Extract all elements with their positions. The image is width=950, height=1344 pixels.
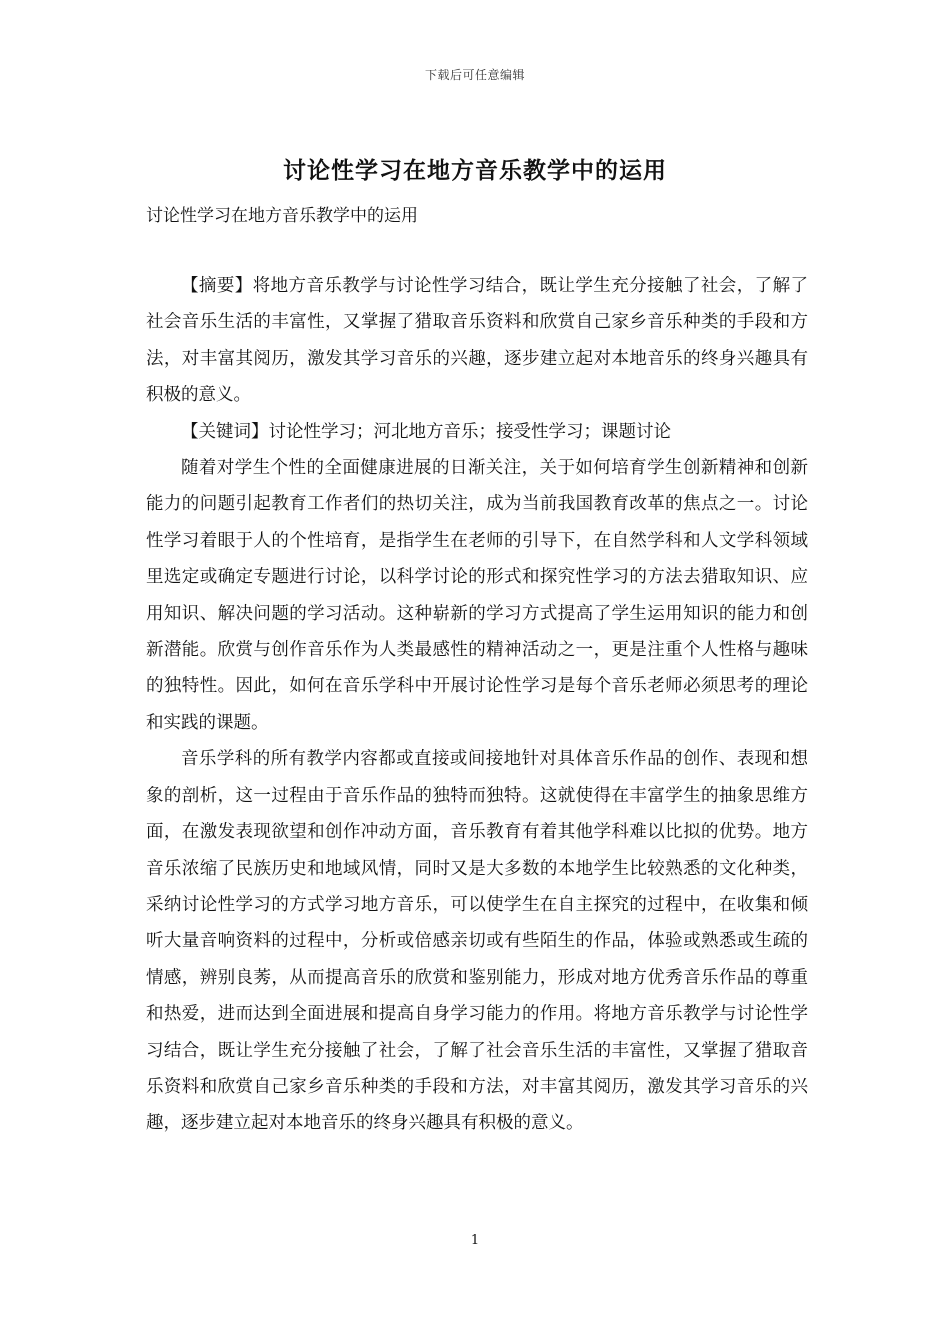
keywords-paragraph: 【关键词】讨论性学习；河北地方音乐；接受性学习；课题讨论 (181, 421, 671, 442)
page-number: 1 (470, 1233, 480, 1248)
document-body (146, 268, 808, 1142)
document-subtitle: 讨论性学习在地方音乐教学中的运用 (146, 206, 418, 226)
header-note: 下载后可任意编辑 (424, 68, 525, 82)
body-paragraph: 随着对学生个性的全面健康进展的日渐关注，关于如何培育学生创新精神和创新能力的问题引起教育工作者们的热切关注，成为当前我国教育改革的焦点之一。讨论性学习着眼于人的个性培育，是指学生在老师的引导下，在自然学科和人文学科领域里选定或确定专题进行讨论，以科学讨论的形式和探究性学习的方法去猎取知识、应用知识、解决问题的学习活动。这种崭新的学习方式提高了学生运用知识的能力和创新潜能。欣赏与创作音乐作为人类最感性的精神活动之一，更是注重个人性格与趣味的独特性。因此，如何在音乐学科中开展讨论性学习是每个音乐老师必须思考的理论和实践的课题。 (146, 458, 808, 733)
abstract-paragraph: 【摘要】将地方音乐教学与讨论性学习结合，既让学生充分接触了社会，了解了社会音乐生活的丰富性，又掌握了猎取音乐资料和欣赏自己家乡音乐种类的手段和方法，对丰富其阅历，激发其学习音乐的兴趣，逐步建立起对本地音乐的终身兴趣具有积极的意义。 (146, 276, 808, 406)
document-title: 讨论性学习在地方音乐教学中的运用 (283, 157, 667, 184)
body-paragraph: 音乐学科的所有教学内容都或直接或间接地针对具体音乐作品的创作、表现和想象的剖析，这一过程由于音乐作品的独特而独特。这就使得在丰富学生的抽象思维方面，在激发表现欲望和创作冲动方面，音乐教育有着其他学科难以比拟的优势。地方音乐浓缩了民族历史和地域风情，同时又是大多数的本地学生比较熟悉的文化种类，采纳讨论性学习的方式学习地方音乐，可以使学生在自主探究的过程中，在收集和倾听大量音响资料的过程中，分析或倍感亲切或有些陌生的作品，体验或熟悉或生疏的情感，辨别良莠，从而提高音乐的欣赏和鉴别能力，形成对地方优秀音乐作品的尊重和热爱，进而达到全面进展和提高自身学习能力的作用。将地方音乐教学与讨论性学习结合，既让学生充分接触了社会，了解了社会音乐生活的丰富性，又掌握了猎取音乐资料和欣赏自己家乡音乐种类的手段和方法，对丰富其阅历，激发其学习音乐的兴趣，逐步建立起对本地音乐的终身兴趣具有积极的意义。 (146, 749, 808, 1134)
